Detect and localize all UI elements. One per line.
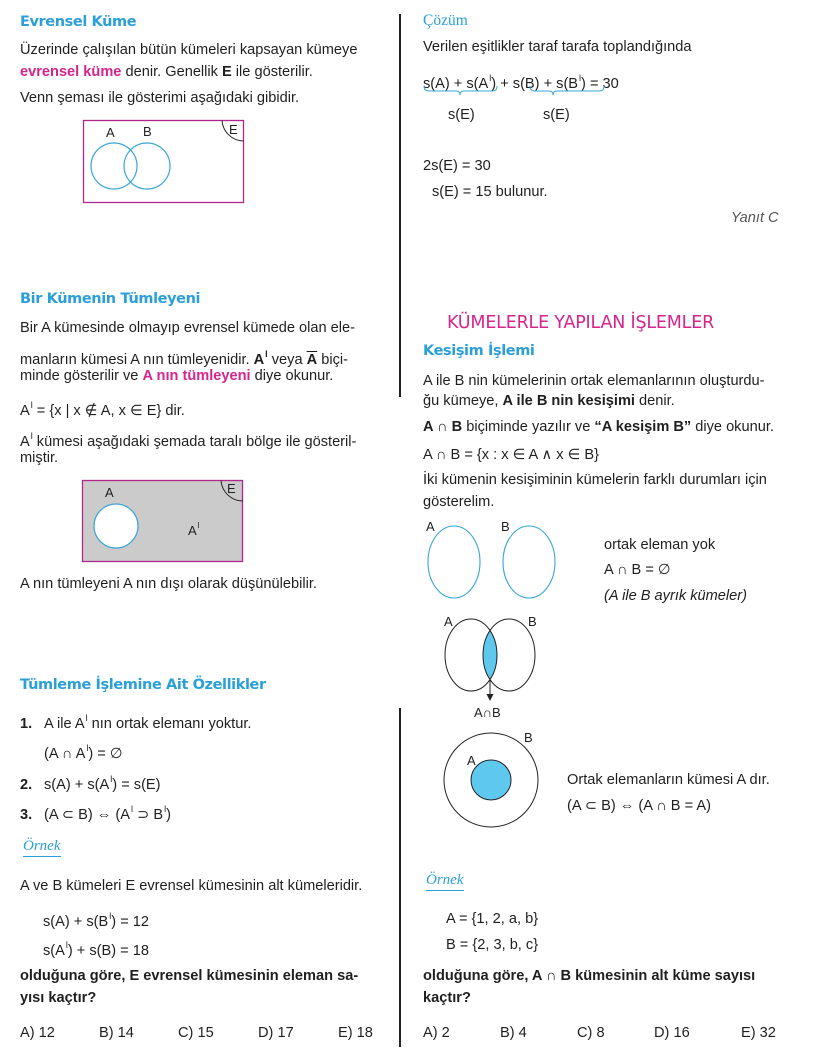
- text: diye okunur.: [250, 368, 334, 384]
- paragraph-line: gösterelim.: [423, 494, 495, 510]
- paragraph-line: miştir.: [20, 450, 59, 466]
- case1-text: ortak eleman yok: [604, 537, 716, 553]
- choice-b[interactable]: B) 4: [500, 1025, 527, 1041]
- property-item-2: 2. $s(A) + s(A^l) = s(E)$: [20, 774, 161, 793]
- section-title-kesisim: Kesişim İşlemi: [423, 343, 535, 359]
- paragraph-line: A ∩ B biçiminde yazılır ve “A kesişim B” diye okunur.: [423, 419, 774, 435]
- paragraph-line: Üzerinde çalışılan bütün kümeleri kapsayan kümeye: [20, 42, 358, 58]
- example-question: yısı kaçtır?: [20, 990, 97, 1006]
- case2-label-b: B: [528, 614, 537, 629]
- paragraph-line: İki kümenin kesişiminin kümelerin farklı durumları için: [423, 472, 767, 488]
- paragraph-line: A ile B nin kümelerinin ortak elemanlarının oluşturdu-: [423, 373, 765, 389]
- choice-e[interactable]: E) 18: [338, 1025, 373, 1041]
- choice-e[interactable]: E) 32: [741, 1025, 776, 1041]
- venn-label-b: B: [143, 124, 152, 139]
- example-question: olduğuna göre, A ∩ B kümesinin alt küme sayısı: [423, 968, 756, 984]
- paragraph-line: Venn şeması ile gösterimi aşağıdaki gibidir.: [20, 90, 300, 106]
- set-b-definition: B = {2, 3, b, c}: [446, 937, 539, 953]
- case1-formula: A ∩ B = ∅: [604, 562, 671, 578]
- symbol-e: E: [222, 64, 232, 80]
- brace-label-2: s(E): [543, 107, 570, 123]
- case1-label-b: B: [501, 519, 510, 534]
- set-a-definition: A = {1, 2, a, b}: [446, 911, 539, 927]
- section-title-tumleyen: Bir Kümenin Tümleyeni: [20, 291, 201, 307]
- choice-a[interactable]: A) 2: [423, 1025, 450, 1041]
- solution-equation: $s(A) + s(A^l) + s(B) + s(B^l) = 30$: [423, 73, 619, 92]
- venn-label-a-complement: $A^l$: [188, 521, 200, 538]
- section-title-evrensel-kume: Evrensel Küme: [20, 14, 137, 30]
- choice-a[interactable]: A) 12: [20, 1025, 55, 1041]
- paragraph-line: $A^l$ kümesi aşağıdaki şemada taralı bölge ile gösteril-: [20, 431, 357, 450]
- text: veya: [267, 352, 307, 368]
- case3-text: Ortak elemanların kümesi A dır.: [567, 772, 770, 788]
- paragraph-line: Bir A kümesinde olmayıp evrensel kümede olan ele-: [20, 320, 356, 336]
- venn-label-e: E: [229, 122, 238, 137]
- example-equation-1: $s(A) + s(B^l) = 12$: [43, 911, 150, 930]
- symbol-a-bar: $\overline{A}$: [306, 352, 318, 368]
- complement-note: A nın tümleyeni A nın dışı olarak düşünülebilir.: [20, 576, 317, 592]
- case1-note: (A ile B ayrık kümeler): [604, 588, 747, 604]
- case2-intersection-label: A∩B: [474, 705, 501, 720]
- brace-label-1: s(E): [448, 107, 475, 123]
- venn-label-a: A: [106, 125, 115, 140]
- property-item-1: 1. A ile $A^l$ nın ortak elemanı yoktur.: [20, 713, 252, 732]
- cozum-label: Çözüm: [423, 12, 468, 29]
- example-question: olduğuna göre, E evrensel kümesinin eleman sa-: [20, 968, 359, 984]
- property-item-3: 3. (A ⊂ B) ⇔ ($A^l$ ⊃ $B^l$): [20, 804, 171, 823]
- example-intro: A ve B kümeleri E evrensel kümesinin alt kümeleridir.: [20, 878, 363, 894]
- formula-complement: $A^l = \{x$ | x ∉ A, x ∈ E} dir.: [20, 400, 185, 419]
- solution-step-1: 2s(E) = 30: [423, 158, 491, 174]
- venn-label-a: A: [105, 485, 114, 500]
- term-a-nin-tumleyeni: A nın tümleyeni: [142, 368, 251, 384]
- text: minde gösterilir ve: [20, 368, 143, 384]
- venn-label-e: E: [227, 481, 236, 496]
- text: ile gösterilir.: [231, 64, 313, 80]
- case3-label-a: A: [467, 753, 476, 768]
- case3-formula: (A ⊂ B) ⇔ (A ∩ B = A): [567, 798, 711, 814]
- ornek-label: Örnek: [23, 838, 61, 857]
- choice-b[interactable]: B) 14: [99, 1025, 134, 1041]
- solution-step-2: s(E) = 15 bulunur.: [432, 184, 548, 200]
- symbol-a-prime: $A^l$: [253, 349, 268, 368]
- case1-label-a: A: [426, 519, 435, 534]
- ornek-label: Örnek: [426, 872, 464, 891]
- text: manların kümesi A nın tümleyenidir.: [20, 352, 254, 368]
- paragraph-line: Verilen eşitlikler taraf tarafa toplandığında: [423, 39, 692, 55]
- section-title-ozellikler: Tümleme İşlemine Ait Özellikler: [20, 677, 266, 693]
- example-question: kaçtır?: [423, 990, 471, 1006]
- example-equation-2: $s(A^l) + s(B) = 18$: [43, 940, 149, 959]
- property-item-1-formula: (A ∩ $A^l$) = ∅: [44, 743, 123, 762]
- text: denir. Genellik: [121, 64, 223, 80]
- case3-label-b: B: [524, 730, 533, 745]
- chapter-title: KÜMELERLE YAPILAN İŞLEMLER: [447, 313, 715, 333]
- choice-c[interactable]: C) 15: [178, 1025, 214, 1041]
- choice-d[interactable]: D) 16: [654, 1025, 690, 1041]
- answer-label: Yanıt C: [731, 210, 779, 226]
- case2-label-a: A: [444, 614, 453, 629]
- paragraph-line: ğu kümeye, A ile B nin kesişimi denir.: [423, 393, 675, 409]
- choice-c[interactable]: C) 8: [577, 1025, 605, 1041]
- text: biçi-: [317, 352, 348, 368]
- choice-d[interactable]: D) 17: [258, 1025, 294, 1041]
- formula-intersection: A ∩ B = {x : x ∈ A ∧ x ∈ B}: [423, 447, 599, 463]
- term-evrensel-kume: evrensel küme: [20, 64, 122, 80]
